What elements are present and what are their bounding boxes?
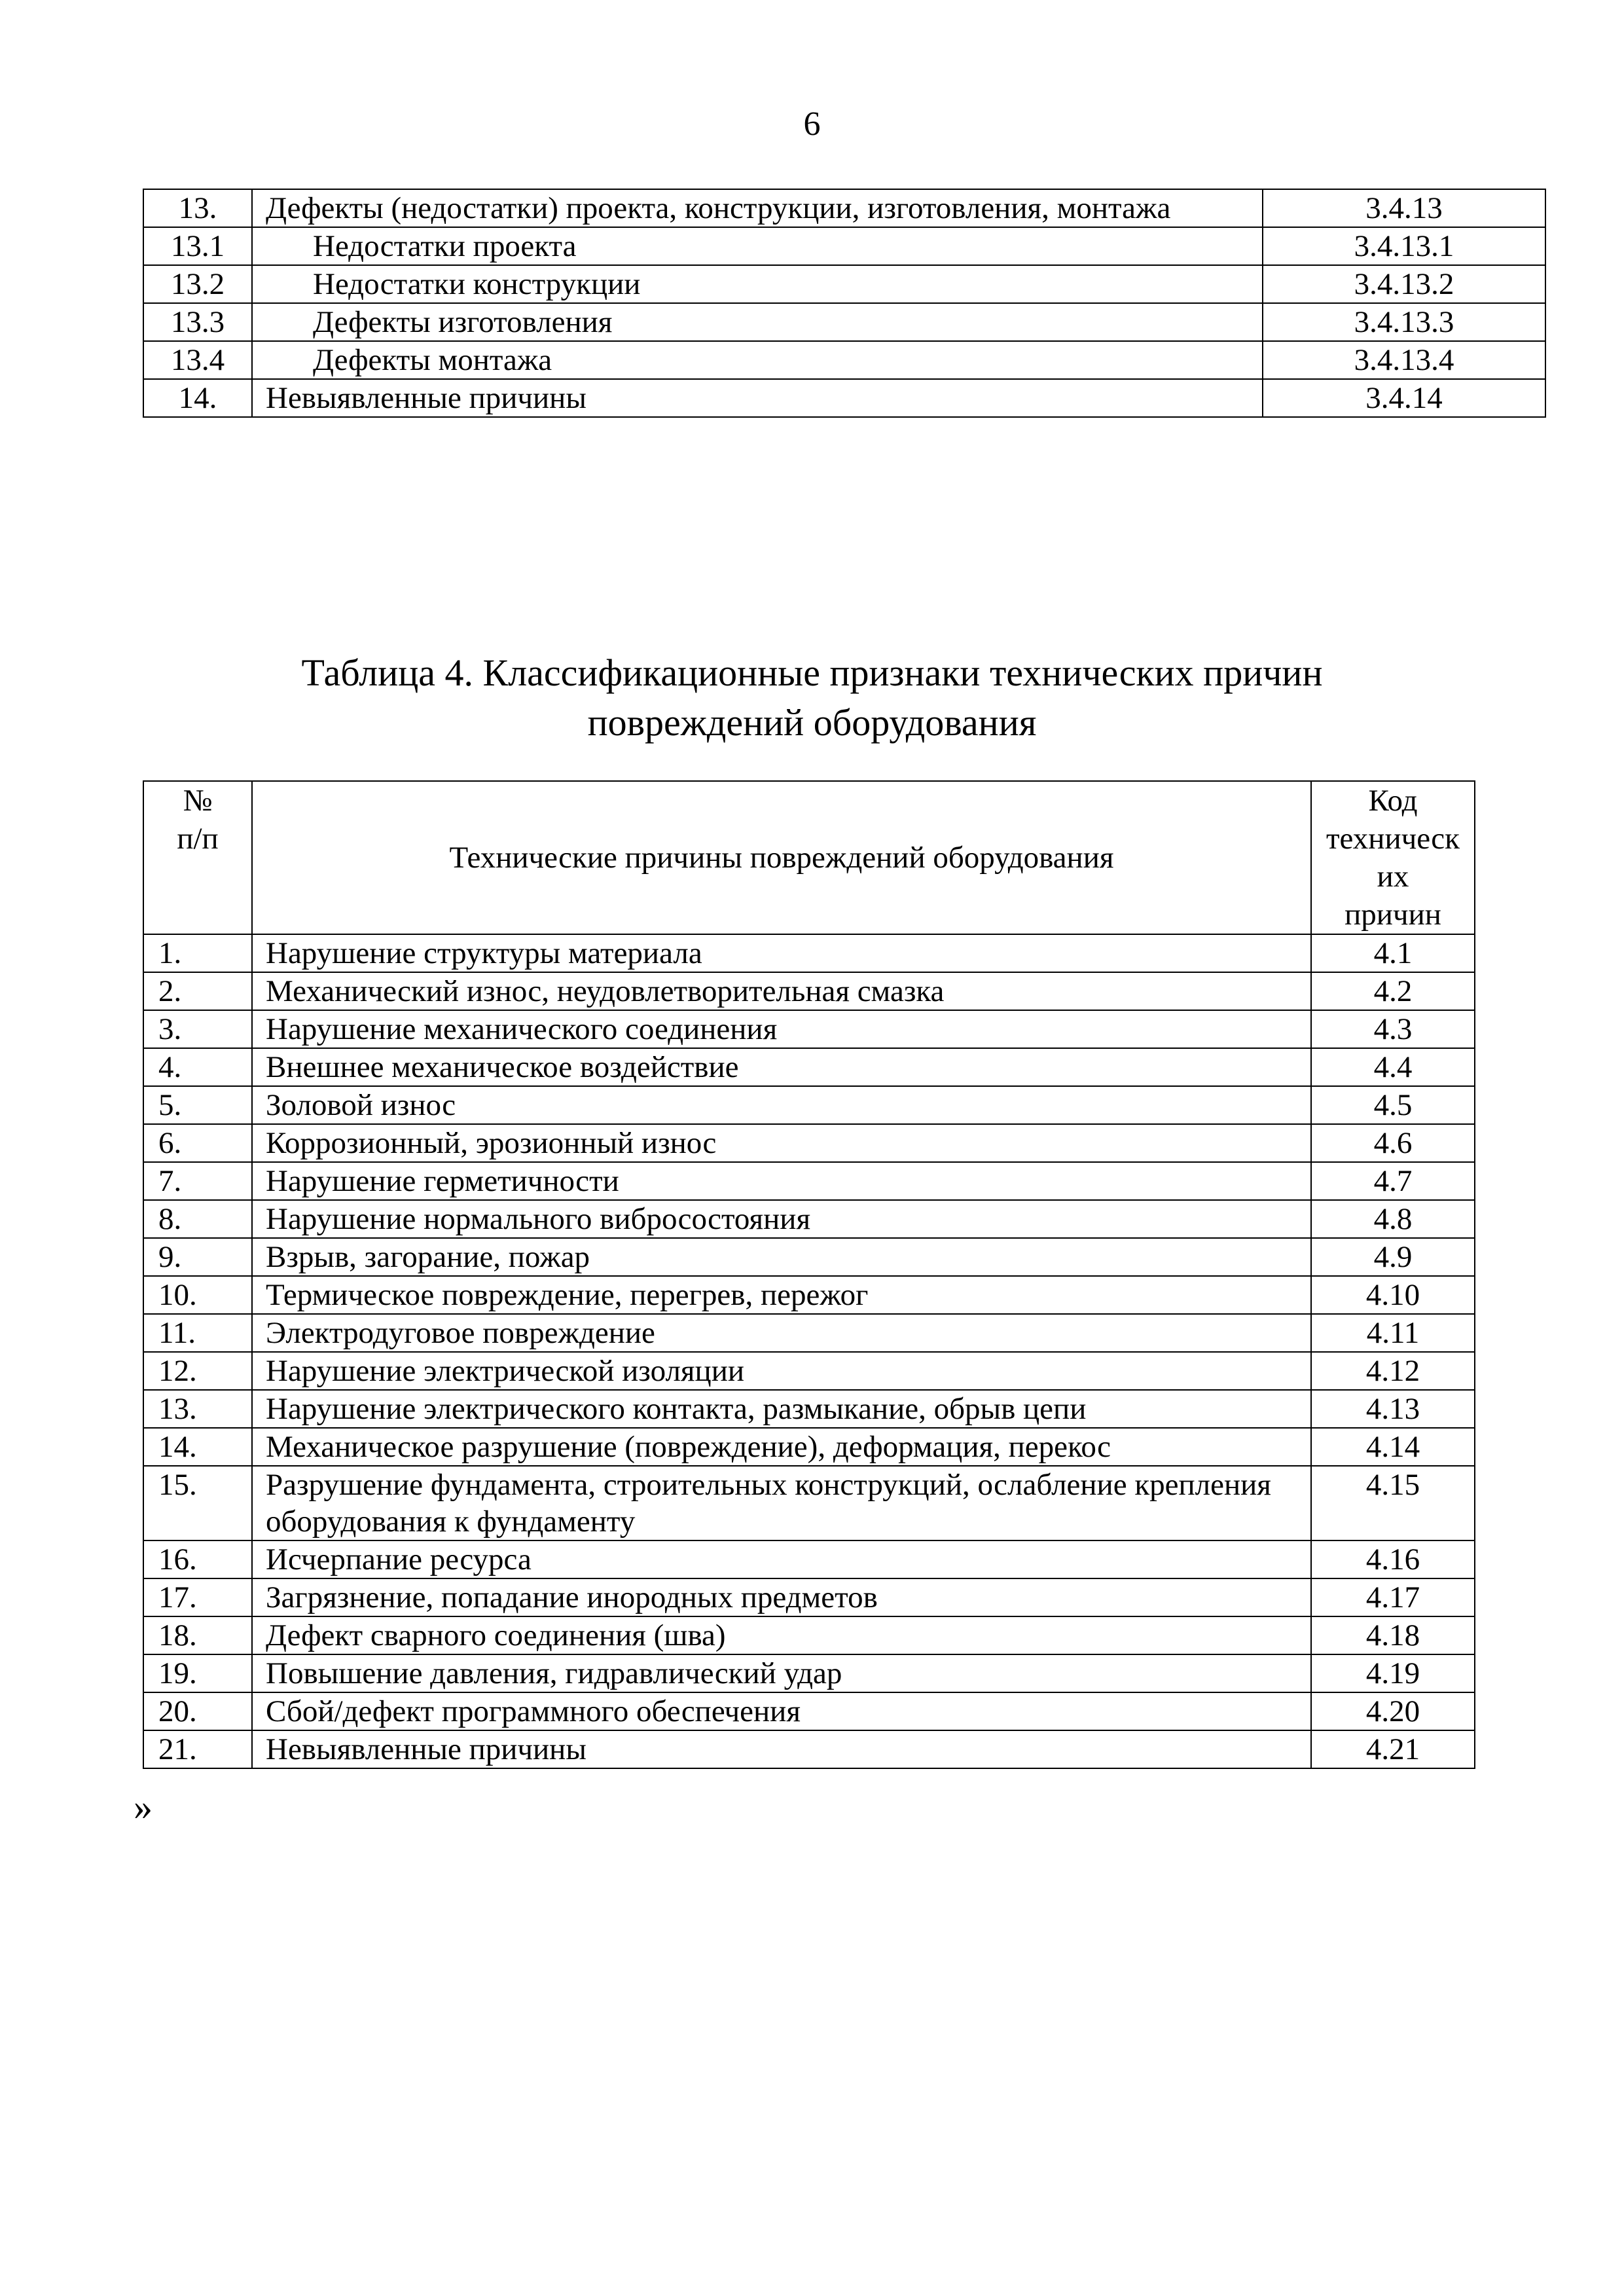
row-code: 4.4: [1311, 1048, 1475, 1086]
row-number: 4.: [143, 1048, 252, 1086]
row-description: Недостатки проекта: [252, 227, 1263, 265]
row-cause: Нарушение электрической изоляции: [252, 1352, 1311, 1390]
column-header-number-line1: №: [183, 784, 213, 818]
row-code: 4.20: [1311, 1692, 1475, 1730]
table-row: [143, 1428, 1475, 1466]
row-cause: Нарушение герметичности: [252, 1162, 1311, 1200]
row-description: Невыявленные причины: [252, 379, 1263, 417]
row-number: 19.: [143, 1654, 252, 1692]
column-header-code-line4: причин: [1344, 898, 1441, 932]
row-code: 4.1: [1311, 934, 1475, 972]
row-cause: Нарушение электрического контакта, размыкание, обрыв цепи: [252, 1390, 1311, 1428]
row-cause: Исчерпание ресурса: [252, 1540, 1311, 1578]
table-row: [143, 1010, 1475, 1048]
technical-causes-table: [143, 780, 1475, 1769]
row-number: 14.: [143, 379, 252, 417]
technical-causes-table-body: [143, 934, 1475, 1768]
closing-quote: »: [134, 1785, 153, 1828]
row-code: 4.7: [1311, 1162, 1475, 1200]
row-number: 5.: [143, 1086, 252, 1124]
table-row: [143, 1466, 1475, 1540]
table-row: [143, 972, 1475, 1010]
row-code: 4.5: [1311, 1086, 1475, 1124]
row-code: 3.4.13.4: [1263, 341, 1545, 379]
row-cause: Золовой износ: [252, 1086, 1311, 1124]
row-code: 3.4.13: [1263, 189, 1545, 227]
column-header-number-line2: п/п: [177, 822, 219, 856]
row-number: 7.: [143, 1162, 252, 1200]
table-row: [143, 934, 1475, 972]
row-number: 13.3: [143, 303, 252, 341]
table-row: [143, 1238, 1475, 1276]
column-header-code: [1311, 781, 1475, 934]
row-code: 4.14: [1311, 1428, 1475, 1466]
row-number: 8.: [143, 1200, 252, 1238]
row-description: Дефекты (недостатки) проекта, конструкции, изготовления, монтажа: [252, 189, 1263, 227]
row-number: 6.: [143, 1124, 252, 1162]
row-number: 18.: [143, 1616, 252, 1654]
row-code: 4.6: [1311, 1124, 1475, 1162]
row-cause: Разрушение фундамента, строительных конструкций, ослабление крепления оборудования к фундаменту: [252, 1466, 1311, 1540]
table-row: [143, 1654, 1475, 1692]
row-code: 4.21: [1311, 1730, 1475, 1768]
row-cause: Сбой/дефект программного обеспечения: [252, 1692, 1311, 1730]
row-number: 9.: [143, 1238, 252, 1276]
column-header-code-line1: Код: [1368, 784, 1418, 818]
row-number: 15.: [143, 1466, 252, 1540]
row-code: 4.8: [1311, 1200, 1475, 1238]
row-number: 13.4: [143, 341, 252, 379]
table-header-row: [143, 781, 1475, 934]
row-description: Дефекты изготовления: [252, 303, 1263, 341]
row-code: 4.16: [1311, 1540, 1475, 1578]
table-row: [143, 265, 1545, 303]
column-header-number: [143, 781, 252, 934]
column-header-code-line3: их: [1377, 860, 1409, 894]
row-number: 21.: [143, 1730, 252, 1768]
row-number: 13.: [143, 189, 252, 227]
row-number: 11.: [143, 1314, 252, 1352]
row-code: 4.15: [1311, 1466, 1475, 1540]
row-code: 4.9: [1311, 1238, 1475, 1276]
row-description: Недостатки конструкции: [252, 265, 1263, 303]
row-cause: Термическое повреждение, перегрев, пережог: [252, 1276, 1311, 1314]
column-header-code-line2: техническ: [1326, 822, 1460, 856]
column-header-causes: Технические причины повреждений оборудования: [252, 781, 1311, 934]
row-cause: Внешнее механическое воздействие: [252, 1048, 1311, 1086]
row-code: 4.18: [1311, 1616, 1475, 1654]
table-row: [143, 1086, 1475, 1124]
row-cause: Нарушение нормального вибросостояния: [252, 1200, 1311, 1238]
row-cause: Механическое разрушение (повреждение), деформация, перекос: [252, 1428, 1311, 1466]
row-number: 20.: [143, 1692, 252, 1730]
table-row: [143, 1276, 1475, 1314]
row-cause: Механический износ, неудовлетворительная смазка: [252, 972, 1311, 1010]
row-number: 1.: [143, 934, 252, 972]
table-row: [143, 1390, 1475, 1428]
row-cause: Электродуговое повреждение: [252, 1314, 1311, 1352]
table-row: [143, 1578, 1475, 1616]
row-cause: Загрязнение, попадание инородных предметов: [252, 1578, 1311, 1616]
continuation-table: [143, 189, 1546, 418]
row-number: 13.2: [143, 265, 252, 303]
row-number: 13.1: [143, 227, 252, 265]
table-row: [143, 1200, 1475, 1238]
row-code: 3.4.13.2: [1263, 265, 1545, 303]
row-cause: Нарушение структуры материала: [252, 934, 1311, 972]
row-code: 3.4.13.1: [1263, 227, 1545, 265]
table4-caption-line2: повреждений оборудования: [587, 701, 1037, 744]
row-number: 12.: [143, 1352, 252, 1390]
row-code: 4.19: [1311, 1654, 1475, 1692]
row-number: 16.: [143, 1540, 252, 1578]
row-cause: Повышение давления, гидравлический удар: [252, 1654, 1311, 1692]
row-code: 4.10: [1311, 1276, 1475, 1314]
table-row: [143, 1540, 1475, 1578]
table-row: [143, 1162, 1475, 1200]
row-code: 4.3: [1311, 1010, 1475, 1048]
row-code: 3.4.13.3: [1263, 303, 1545, 341]
row-number: 17.: [143, 1578, 252, 1616]
table-row: [143, 189, 1545, 227]
row-code: 3.4.14: [1263, 379, 1545, 417]
row-number: 3.: [143, 1010, 252, 1048]
row-cause: Взрыв, загорание, пожар: [252, 1238, 1311, 1276]
table-row: [143, 1124, 1475, 1162]
row-cause: Невыявленные причины: [252, 1730, 1311, 1768]
continuation-table-body: [143, 189, 1545, 417]
row-code: 4.17: [1311, 1578, 1475, 1616]
table-row: [143, 1314, 1475, 1352]
row-description: Дефекты монтажа: [252, 341, 1263, 379]
table-row: [143, 303, 1545, 341]
table-row: [143, 1692, 1475, 1730]
row-cause: Коррозионный, эрозионный износ: [252, 1124, 1311, 1162]
row-cause: Дефект сварного соединения (шва): [252, 1616, 1311, 1654]
row-code: 4.12: [1311, 1352, 1475, 1390]
page-number: 6: [803, 105, 821, 143]
row-number: 2.: [143, 972, 252, 1010]
row-code: 4.13: [1311, 1390, 1475, 1428]
table-row: [143, 1048, 1475, 1086]
table-row: [143, 1352, 1475, 1390]
row-cause: Нарушение механического соединения: [252, 1010, 1311, 1048]
table-row: [143, 227, 1545, 265]
table-row: [143, 341, 1545, 379]
row-number: 14.: [143, 1428, 252, 1466]
table-row: [143, 1616, 1475, 1654]
table4-caption: [0, 648, 1624, 748]
row-number: 10.: [143, 1276, 252, 1314]
table-row: [143, 1730, 1475, 1768]
table-row: [143, 379, 1545, 417]
table4-caption-line1: Таблица 4. Классификационные признаки технических причин: [301, 651, 1323, 694]
row-code: 4.11: [1311, 1314, 1475, 1352]
row-number: 13.: [143, 1390, 252, 1428]
row-code: 4.2: [1311, 972, 1475, 1010]
